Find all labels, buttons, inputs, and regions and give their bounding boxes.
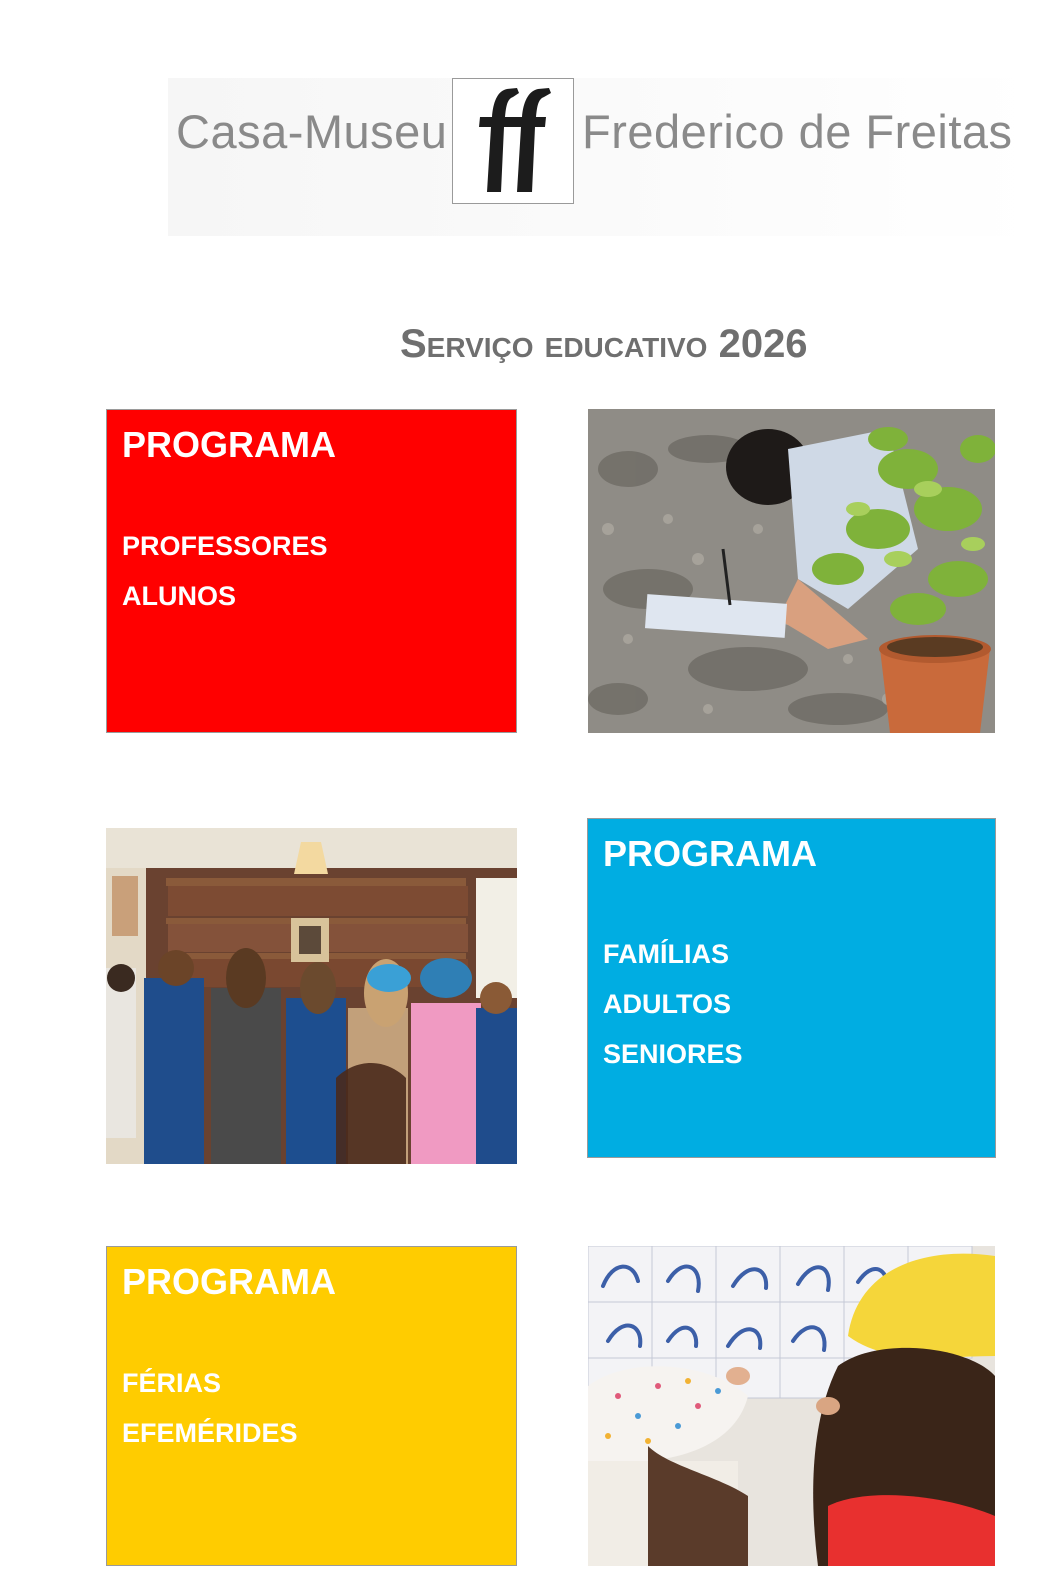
program-panel-teachers-students	[106, 409, 517, 733]
photo-children-azulejo-tiles	[588, 1246, 995, 1566]
panel-item-adultos: ADULTOS	[603, 989, 731, 1019]
logo-text-frederico-de-freitas: Frederico de Freitas	[582, 105, 1013, 158]
photo-child-drawing-garden	[588, 409, 995, 733]
panel-item-ferias: FÉRIAS	[122, 1368, 222, 1398]
ff-monogram-icon	[452, 78, 574, 204]
panel-item-familias: FAMÍLIAS	[603, 939, 729, 969]
program-panel-families-adults-seniors	[587, 818, 996, 1158]
program-panel-holidays-anniversaries	[106, 1246, 517, 1566]
panel-item-alunos: ALUNOS	[122, 581, 236, 611]
museum-logo	[168, 78, 1038, 236]
panel-title: PROGRAMA	[603, 833, 817, 874]
page-title: Serviço educativo 2026	[400, 322, 808, 366]
logo-text-casa-museu: Casa-Museu	[176, 105, 448, 158]
panel-item-professores: PROFESSORES	[122, 531, 328, 561]
panel-title: PROGRAMA	[122, 1261, 336, 1302]
panel-title: PROGRAMA	[122, 424, 336, 465]
panel-item-efemerides: EFEMÉRIDES	[122, 1418, 298, 1448]
photo-children-in-library	[106, 828, 517, 1164]
panel-item-seniores: SENIORES	[603, 1039, 743, 1069]
